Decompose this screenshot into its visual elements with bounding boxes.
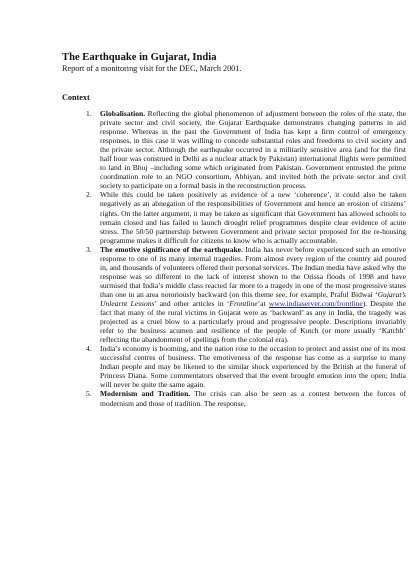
item-lead: Globalisation.: [100, 109, 146, 118]
list-item: [86, 344, 406, 390]
item-text: India’s economy is booming, and the nation rose to the occasion to protect and assist one of its most successful centres of business. The emotiveness of the response has come as a surprise to many Indian people and may be likened to the similar shock experienced by the British at the funeral of Princess Diana. Some commentators observed that the event brought emotion into the open; India will never be quite the same again.: [100, 344, 406, 390]
item-number: 2.: [86, 190, 92, 200]
item-text: ). Despite the fact that many of the rural victims in Gujarat were as ‘backward’ as any in India, the tragedy was projected as a cruel blow to a particularly proud and progressive people. Descriptions invariably refer to the business acumen and resilience of the people of Kutch (or more usually ‘Katchh’ reflecting the abandonment of spellings from the colonial era).: [100, 298, 406, 345]
document-subtitle: Report of a monitoring visit for the DEC, March 2001.: [62, 64, 242, 73]
section-heading: Context: [62, 93, 90, 102]
list-item: [86, 244, 406, 345]
item-text: The crisis can also be seen as a contest between the forces of modernism and those of tradition. The response,: [100, 389, 406, 408]
item-number: 5.: [86, 389, 92, 399]
list-item: [86, 109, 406, 191]
item-number: 3.: [86, 244, 92, 254]
item-text: While this could be taken positively as evidence of a new ‘coherence’, it could also be taken negatively as an abnegation of the responsibilities of Government and hence an erosion of citizens’ rights. On the latter argument, it may be taken as significant that Government has allowed schools to remain closed and has failed to launch drought relief programmes despite clear evidence of acute stress. The 50/50 partnership between Government and private sector proposed for the re-housing programme makes it difficult for citizens to know who is actually accountable.: [100, 190, 406, 245]
numbered-list: [62, 109, 406, 408]
item-text: ’ and other articles in ‘: [154, 298, 230, 308]
item-text: Reflecting the global phenomenon of adjustment between the roles of the state, the private sector and civil society, the Gujarat Earthquake demonstrates changing patterns in aid response. Whereas in the past the Government of India has kept a firm control of emergency responses, in this case it was willing to concede substantial roles and freedoms to civil society and the private sector. Although the earthquake occurred in a militarily sensitive area (and for the first half hour was construed in Delhi as a nuclear attack by Pakistan) international flights were permitted to land in Bhuj –including some which originated from Pakistan. Government entrusted the prime coordination role to an NGO consortium, Abhiyan, and invited both the private sector and civil society to participate on a formal basis in the reconstruction process.: [100, 109, 406, 191]
item-text: ’at: [257, 298, 269, 308]
item-number: 4.: [86, 344, 92, 354]
item-text: India has never before experienced such an emotive response to one of its many internal tragedies. From almost every region of the country aid poured in, and thousands of volunteers offered their personal services. The Indian media have asked why the response was so different to the lack of interest shown to the Orissa floods of 1998 and have surmised that India’s middle class reacted far more to a tragedy in one of the most progressive states than one in an area notoriously backward (on this theme see, for example, Praful Bidwai ‘: [100, 244, 406, 299]
document-title: The Earthquake in Gujarat, India: [62, 52, 217, 63]
publication-name: Frontline: [229, 298, 258, 308]
list-item: [86, 190, 406, 245]
list-item: [86, 389, 406, 408]
frontline-link[interactable]: www.indiaserver.com/frontline: [268, 298, 363, 308]
item-lead: Modernism and Tradition.: [100, 389, 191, 399]
article-title: Gujarat’s Unlearnt Lessons: [100, 289, 406, 308]
item-lead: The emotive significance of the earthquake.: [100, 244, 243, 254]
item-number: 1.: [86, 109, 92, 118]
